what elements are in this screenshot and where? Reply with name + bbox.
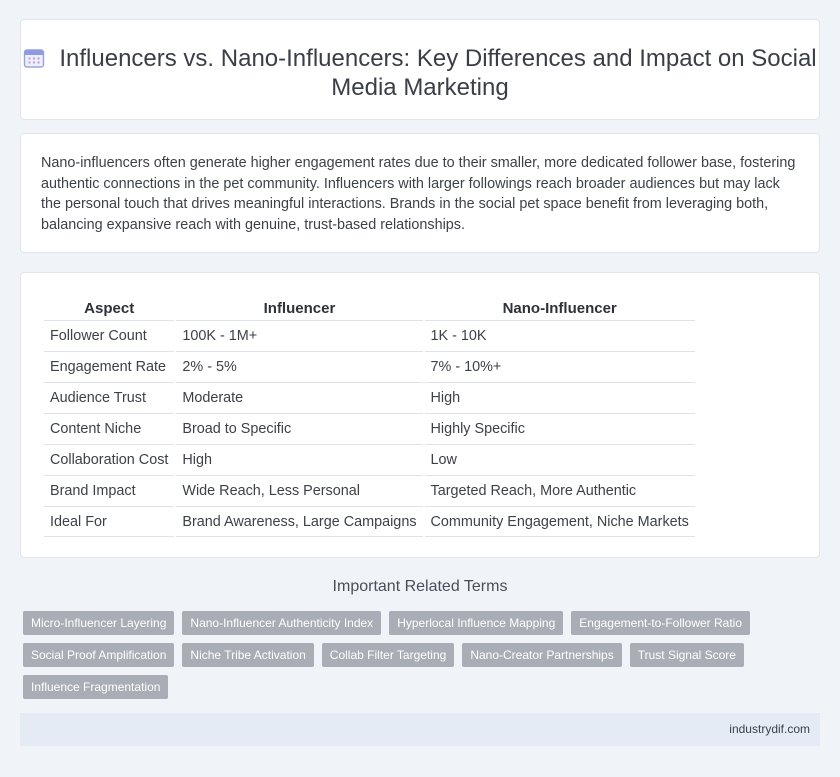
calendar-icon bbox=[23, 47, 45, 69]
tag-trust-signal-score[interactable]: Trust Signal Score bbox=[630, 643, 744, 667]
cell-nano: 1K - 10K bbox=[425, 320, 695, 351]
comparison-card bbox=[20, 272, 820, 558]
tag-collab-filter-targeting[interactable]: Collab Filter Targeting bbox=[322, 643, 455, 667]
cell-nano: 7% - 10%+ bbox=[425, 351, 695, 382]
tag-nano-influencer-authenticity-index[interactable]: Nano-Influencer Authenticity Index bbox=[182, 611, 381, 635]
cell-aspect: Content Niche bbox=[44, 413, 174, 444]
table-row bbox=[44, 506, 695, 537]
header-influencer: Influencer bbox=[263, 300, 336, 317]
table-row bbox=[44, 444, 695, 475]
cell-aspect: Ideal For bbox=[44, 506, 174, 537]
cell-nano: Highly Specific bbox=[425, 413, 695, 444]
cell-influencer: 100K - 1M+ bbox=[176, 320, 422, 351]
tag-nano-creator-partnerships[interactable]: Nano-Creator Partnerships bbox=[462, 643, 621, 667]
footer-site-link[interactable]: industrydif.com bbox=[729, 722, 810, 736]
cell-aspect: Follower Count bbox=[44, 320, 174, 351]
cell-aspect: Audience Trust bbox=[44, 382, 174, 413]
cell-aspect: Engagement Rate bbox=[44, 351, 174, 382]
table-header-row bbox=[44, 293, 695, 320]
cell-aspect: Brand Impact bbox=[44, 475, 174, 506]
summary-text: Nano-influencers often generate higher engagement rates due to their smaller, more dedicated follower base, fostering authentic connections in the pet community. Influencers with larger followings reach broader audiences but may lack the personal touch that drives meaningful interactions. Brands in the social pet space benefit from leveraging both, balancing expansive reach with genuine, trust-based relationships. bbox=[41, 155, 796, 233]
cell-influencer: 2% - 5% bbox=[176, 351, 422, 382]
cell-influencer: Broad to Specific bbox=[176, 413, 422, 444]
table-row bbox=[44, 475, 695, 506]
cell-nano: Low bbox=[425, 444, 695, 475]
header-aspect: Aspect bbox=[84, 300, 135, 317]
tag-hyperlocal-influence-mapping[interactable]: Hyperlocal Influence Mapping bbox=[389, 611, 563, 635]
tag-social-proof-amplification[interactable]: Social Proof Amplification bbox=[23, 643, 174, 667]
tag-niche-tribe-activation[interactable]: Niche Tribe Activation bbox=[182, 643, 313, 667]
tag-influence-fragmentation[interactable]: Influence Fragmentation bbox=[23, 675, 168, 699]
tag-engagement-to-follower-ratio[interactable]: Engagement-to-Follower Ratio bbox=[571, 611, 750, 635]
cell-aspect: Collaboration Cost bbox=[44, 444, 174, 475]
cell-influencer: Moderate bbox=[176, 382, 422, 413]
page-title-wrap bbox=[21, 44, 819, 102]
related-terms-tags bbox=[23, 611, 803, 699]
footer-bar bbox=[20, 713, 820, 746]
cell-influencer: Brand Awareness, Large Campaigns bbox=[176, 506, 422, 537]
title-card bbox=[20, 19, 820, 120]
table-row bbox=[44, 413, 695, 444]
comparison-table bbox=[42, 293, 697, 537]
table-row bbox=[44, 351, 695, 382]
cell-influencer: High bbox=[176, 444, 422, 475]
table-row bbox=[44, 320, 695, 351]
tag-micro-influencer-layering[interactable]: Micro-Influencer Layering bbox=[23, 611, 174, 635]
summary-card bbox=[20, 133, 820, 253]
cell-influencer: Wide Reach, Less Personal bbox=[176, 475, 422, 506]
page-title: Influencers vs. Nano-Influencers: Key Differences and Impact on Social Media Marketing bbox=[59, 45, 817, 101]
cell-nano: Targeted Reach, More Authentic bbox=[425, 475, 695, 506]
header-nano-influencer: Nano-Influencer bbox=[502, 300, 617, 317]
related-terms-title: Important Related Terms bbox=[332, 578, 508, 595]
cell-nano: Community Engagement, Niche Markets bbox=[425, 506, 695, 537]
table-row bbox=[44, 382, 695, 413]
cell-nano: High bbox=[425, 382, 695, 413]
